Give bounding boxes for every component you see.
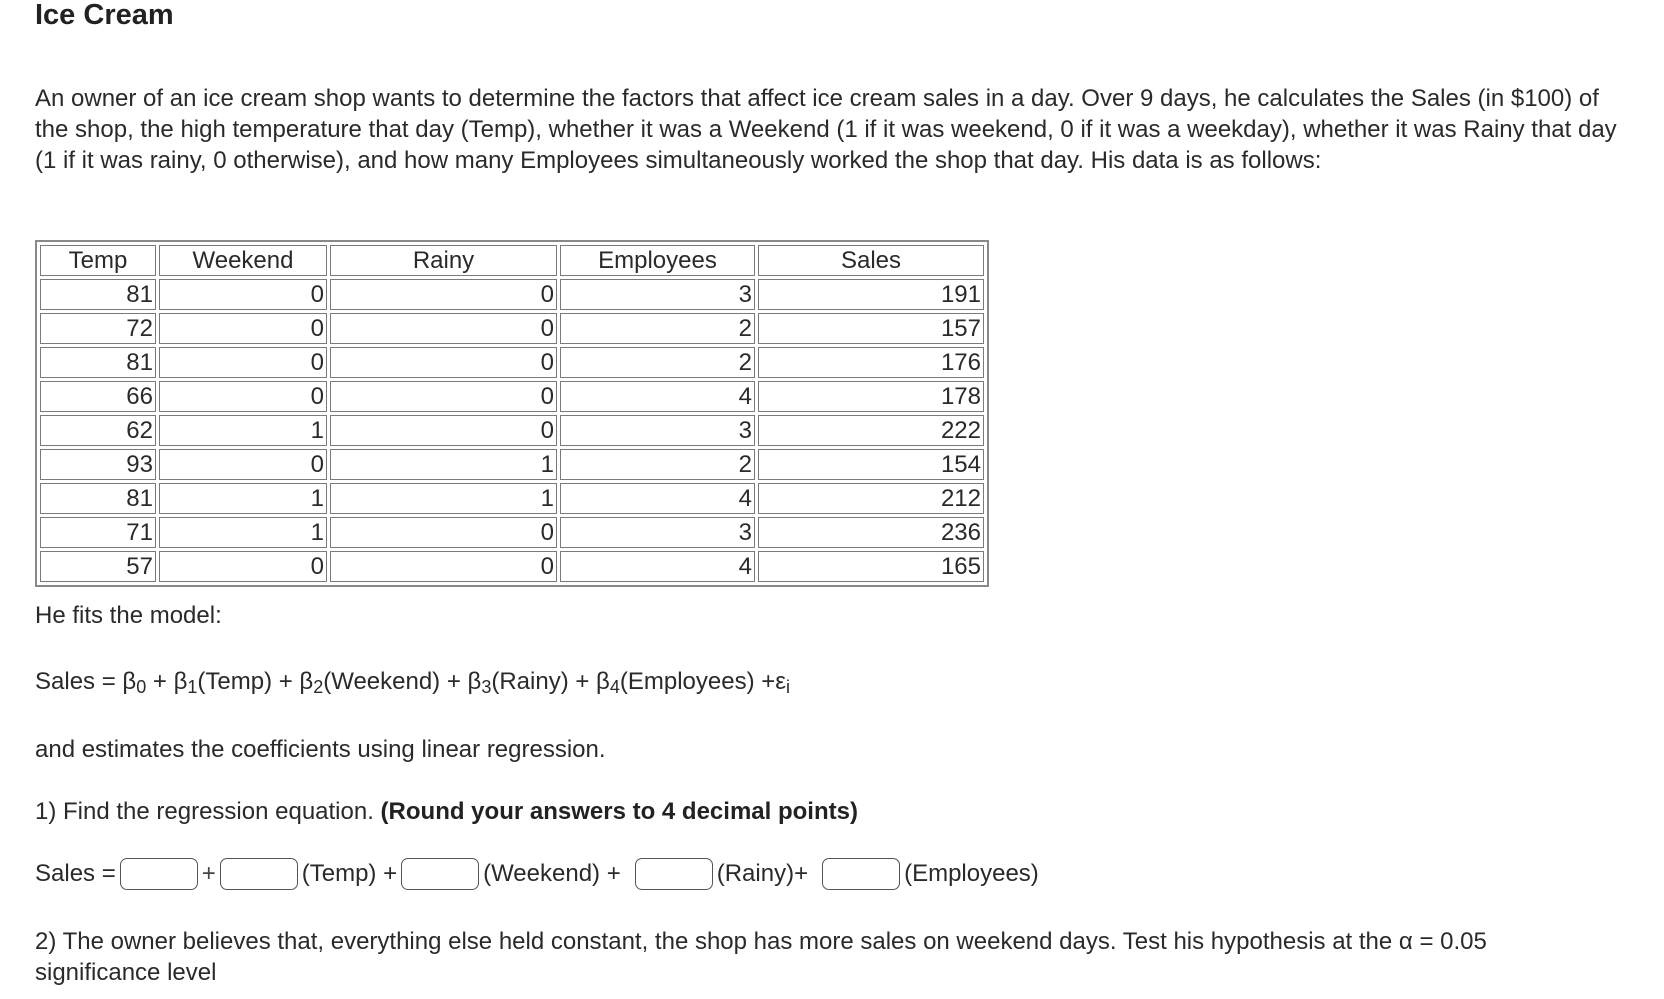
cell-temp: 71 bbox=[40, 517, 156, 548]
cell-sales: 176 bbox=[758, 347, 984, 378]
question-1-text: 1) Find the regression equation. bbox=[35, 798, 381, 825]
employees-coefficient-input[interactable] bbox=[822, 858, 900, 890]
table-row bbox=[40, 381, 984, 412]
cell-temp: 81 bbox=[40, 483, 156, 514]
cell-rainy: 0 bbox=[330, 381, 557, 412]
intercept-input[interactable] bbox=[120, 858, 198, 890]
cell-employees: 4 bbox=[560, 381, 755, 412]
cell-employees: 2 bbox=[560, 449, 755, 480]
table-header-row bbox=[40, 245, 984, 276]
estimates-text: and estimates the coefficients using linear regression. bbox=[35, 736, 606, 763]
temp-coefficient-input[interactable] bbox=[220, 858, 298, 890]
cell-sales: 191 bbox=[758, 279, 984, 310]
table-row bbox=[40, 415, 984, 446]
rainy-coefficient-input[interactable] bbox=[635, 858, 713, 890]
cell-rainy: 1 bbox=[330, 483, 557, 514]
cell-temp: 66 bbox=[40, 381, 156, 412]
cell-employees: 3 bbox=[560, 279, 755, 310]
table-row bbox=[40, 517, 984, 548]
regression-equation-form bbox=[35, 858, 1039, 890]
table-row bbox=[40, 313, 984, 344]
weekend-coefficient-input[interactable] bbox=[401, 858, 479, 890]
equation-lhs: Sales = bbox=[35, 860, 116, 887]
model-subscript: i bbox=[785, 677, 790, 697]
question-2: 2) The owner believes that, everything else held constant, the shop has more sales on weekend days. Test his hypothesis at the α = 0.05 significance level bbox=[35, 928, 1487, 986]
cell-weekend: 1 bbox=[159, 415, 327, 446]
cell-weekend: 0 bbox=[159, 551, 327, 582]
model-part: + β bbox=[146, 668, 188, 695]
header-employees: Employees bbox=[560, 245, 755, 276]
equation-temp-label: (Temp) + bbox=[301, 860, 398, 887]
equation-employees-label: (Employees) bbox=[904, 860, 1039, 887]
cell-rainy: 0 bbox=[330, 415, 557, 446]
cell-weekend: 0 bbox=[159, 347, 327, 378]
equation-weekend-label: (Weekend) + bbox=[483, 860, 621, 887]
cell-sales: 236 bbox=[758, 517, 984, 548]
cell-sales: 165 bbox=[758, 551, 984, 582]
cell-weekend: 0 bbox=[159, 449, 327, 480]
cell-employees: 2 bbox=[560, 313, 755, 344]
cell-weekend: 1 bbox=[159, 483, 327, 514]
cell-employees: 2 bbox=[560, 347, 755, 378]
problem-intro: An owner of an ice cream shop wants to determine the factors that affect ice cream sales in a day. Over 9 days, he calculates the Sales (in $100) of the shop, the high temperature that day (Temp), whether it was a Weekend (1 if it was weekend, 0 if it was a weekday), whether it was Rainy that day (1 if it was rainy, 0 otherwise), and how many Employees simultaneously worked the shop that day. His data is as follows: bbox=[35, 85, 1617, 174]
cell-rainy: 0 bbox=[330, 279, 557, 310]
fits-model-text: He fits the model: bbox=[35, 602, 222, 629]
cell-temp: 62 bbox=[40, 415, 156, 446]
model-subscript: 3 bbox=[481, 677, 492, 697]
model-part: (Weekend) + β bbox=[323, 668, 482, 695]
cell-rainy: 0 bbox=[330, 517, 557, 548]
page-title: Ice Cream bbox=[35, 0, 174, 31]
cell-sales: 212 bbox=[758, 483, 984, 514]
data-table bbox=[35, 240, 989, 587]
header-sales: Sales bbox=[758, 245, 984, 276]
header-rainy: Rainy bbox=[330, 245, 557, 276]
cell-employees: 3 bbox=[560, 517, 755, 548]
cell-rainy: 0 bbox=[330, 313, 557, 344]
cell-temp: 81 bbox=[40, 347, 156, 378]
cell-temp: 81 bbox=[40, 279, 156, 310]
question-1 bbox=[35, 798, 858, 826]
table-row bbox=[40, 551, 984, 582]
table-row bbox=[40, 347, 984, 378]
header-weekend: Weekend bbox=[159, 245, 327, 276]
equation-plus: + bbox=[201, 860, 216, 887]
model-part: (Rainy) + β bbox=[491, 668, 610, 695]
model-part: (Employees) +ε bbox=[619, 668, 786, 695]
equation-rainy-label: (Rainy)+ bbox=[716, 860, 809, 887]
cell-weekend: 1 bbox=[159, 517, 327, 548]
cell-temp: 93 bbox=[40, 449, 156, 480]
table-row bbox=[40, 449, 984, 480]
model-subscript: 1 bbox=[187, 677, 198, 697]
cell-rainy: 1 bbox=[330, 449, 557, 480]
cell-rainy: 0 bbox=[330, 551, 557, 582]
cell-employees: 4 bbox=[560, 483, 755, 514]
model-part: Sales = β bbox=[35, 668, 137, 695]
cell-sales: 178 bbox=[758, 381, 984, 412]
cell-sales: 154 bbox=[758, 449, 984, 480]
cell-temp: 72 bbox=[40, 313, 156, 344]
regression-model bbox=[35, 668, 790, 698]
model-part: (Temp) + β bbox=[197, 668, 314, 695]
header-temp: Temp bbox=[40, 245, 156, 276]
question-1-instruction: (Round your answers to 4 decimal points) bbox=[380, 798, 858, 825]
cell-sales: 157 bbox=[758, 313, 984, 344]
cell-temp: 57 bbox=[40, 551, 156, 582]
table-row bbox=[40, 279, 984, 310]
table-row bbox=[40, 483, 984, 514]
cell-sales: 222 bbox=[758, 415, 984, 446]
model-subscript: 2 bbox=[313, 677, 324, 697]
model-subscript: 4 bbox=[609, 677, 620, 697]
model-subscript: 0 bbox=[136, 677, 147, 697]
cell-weekend: 0 bbox=[159, 279, 327, 310]
cell-weekend: 0 bbox=[159, 313, 327, 344]
cell-rainy: 0 bbox=[330, 347, 557, 378]
cell-weekend: 0 bbox=[159, 381, 327, 412]
cell-employees: 4 bbox=[560, 551, 755, 582]
cell-employees: 3 bbox=[560, 415, 755, 446]
